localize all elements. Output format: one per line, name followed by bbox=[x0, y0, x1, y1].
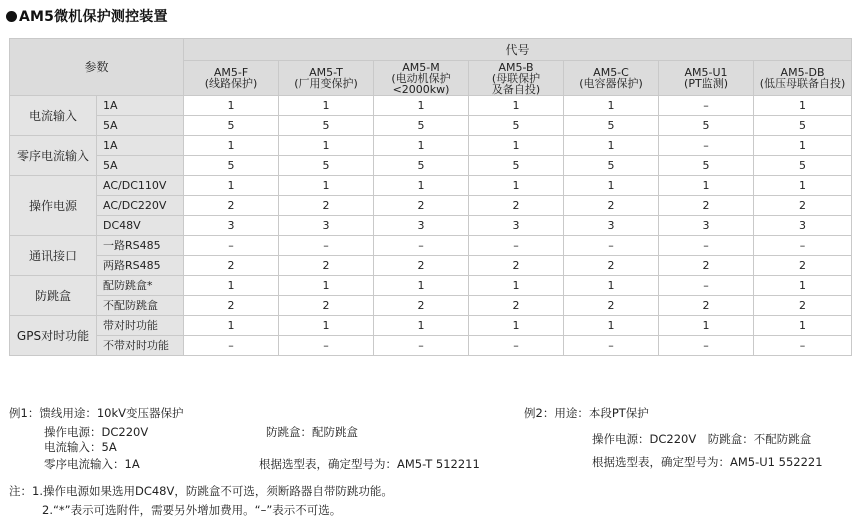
value-cell: 1 bbox=[374, 176, 469, 196]
value-cell: 2 bbox=[184, 256, 279, 276]
value-cell: 1 bbox=[184, 176, 279, 196]
option-label: 5A bbox=[97, 156, 184, 176]
value-cell: 3 bbox=[184, 216, 279, 236]
value-cell: – bbox=[279, 236, 374, 256]
value-cell: 2 bbox=[469, 256, 564, 276]
value-cell: 1 bbox=[469, 276, 564, 296]
table-row bbox=[10, 276, 852, 296]
value-cell: 5 bbox=[754, 156, 852, 176]
value-cell: 5 bbox=[279, 116, 374, 136]
example1-line2: 操作电源：DC220V bbox=[44, 425, 149, 439]
value-cell: 1 bbox=[659, 316, 754, 336]
value-cell: 2 bbox=[564, 196, 659, 216]
value-cell: – bbox=[184, 236, 279, 256]
value-cell: 1 bbox=[184, 96, 279, 116]
note-1: 注：1.操作电源如果选用DC48V，防跳盒不可选，须断路器自带防跳功能。 bbox=[9, 484, 393, 498]
value-cell: 2 bbox=[279, 196, 374, 216]
value-cell: 1 bbox=[469, 96, 564, 116]
value-cell: 1 bbox=[564, 316, 659, 336]
option-label: 5A bbox=[97, 116, 184, 136]
option-label: 带对时功能 bbox=[97, 316, 184, 336]
model-desc: (电动机保护 <2000kw) bbox=[391, 71, 451, 96]
value-cell: 3 bbox=[374, 216, 469, 236]
value-cell: 2 bbox=[374, 296, 469, 316]
model-header bbox=[184, 61, 279, 96]
value-cell: 2 bbox=[659, 256, 754, 276]
page-title bbox=[6, 6, 168, 26]
group-label: 零序电流输入 bbox=[10, 136, 97, 176]
example1-antitrip: 防跳盒：配防跳盒 bbox=[266, 425, 358, 439]
table-row bbox=[10, 296, 852, 316]
value-cell: 1 bbox=[374, 96, 469, 116]
table-row bbox=[10, 176, 852, 196]
value-cell: – bbox=[659, 236, 754, 256]
model-header bbox=[659, 61, 754, 96]
value-cell: 1 bbox=[754, 316, 852, 336]
value-cell: 1 bbox=[659, 176, 754, 196]
note-2: 2.“*”表示可选附件，需要另外增加费用。“–”表示不可选。 bbox=[42, 503, 342, 517]
example1-line1: 例1：馈线用途：10kV变压器保护 bbox=[9, 406, 184, 420]
value-cell: 1 bbox=[374, 316, 469, 336]
model-desc: (PT监测) bbox=[684, 77, 728, 90]
value-cell: – bbox=[659, 96, 754, 116]
bullet-icon bbox=[6, 11, 17, 22]
value-cell: 1 bbox=[754, 96, 852, 116]
value-cell: 5 bbox=[469, 156, 564, 176]
value-cell: 1 bbox=[564, 136, 659, 156]
option-label: 一路RS485 bbox=[97, 236, 184, 256]
value-cell: 3 bbox=[469, 216, 564, 236]
value-cell: 2 bbox=[374, 256, 469, 276]
example1-result: 根据选型表，确定型号为：AM5-T 512211 bbox=[259, 457, 480, 471]
value-cell: 5 bbox=[754, 116, 852, 136]
value-cell: 1 bbox=[374, 276, 469, 296]
model-code: AM5-C bbox=[593, 66, 629, 79]
value-cell: 1 bbox=[374, 136, 469, 156]
model-desc: (线路保护) bbox=[204, 77, 258, 90]
group-label: 电流输入 bbox=[10, 96, 97, 136]
model-code: AM5-U1 bbox=[684, 66, 728, 79]
value-cell: – bbox=[659, 136, 754, 156]
value-cell: – bbox=[754, 236, 852, 256]
option-label: 不配防跳盒 bbox=[97, 296, 184, 316]
value-cell: 1 bbox=[564, 276, 659, 296]
param-header: 参数 bbox=[10, 39, 184, 96]
value-cell: 1 bbox=[754, 276, 852, 296]
value-cell: 3 bbox=[279, 216, 374, 236]
value-cell: 1 bbox=[754, 136, 852, 156]
model-desc: (母联保护 及备自投) bbox=[491, 71, 541, 96]
option-label: AC/DC110V bbox=[97, 176, 184, 196]
value-cell: 5 bbox=[374, 116, 469, 136]
value-cell: 5 bbox=[184, 156, 279, 176]
option-label: 不带对时功能 bbox=[97, 336, 184, 356]
group-label: 防跳盒 bbox=[10, 276, 97, 316]
model-code: AM5-F bbox=[213, 66, 249, 79]
value-cell: – bbox=[564, 236, 659, 256]
model-desc: (电容器保护) bbox=[579, 77, 643, 90]
value-cell: 1 bbox=[279, 276, 374, 296]
value-cell: – bbox=[469, 336, 564, 356]
example1-line3: 电流输入：5A bbox=[44, 440, 117, 454]
value-cell: – bbox=[564, 336, 659, 356]
option-label: 两路RS485 bbox=[97, 256, 184, 276]
value-cell: 2 bbox=[184, 296, 279, 316]
value-cell: 1 bbox=[279, 136, 374, 156]
model-code: AM5-B bbox=[498, 60, 534, 74]
value-cell: 5 bbox=[659, 116, 754, 136]
value-cell: 2 bbox=[564, 256, 659, 276]
option-label: DC48V bbox=[97, 216, 184, 236]
table-row bbox=[10, 336, 852, 356]
model-code: AM5-M bbox=[402, 60, 440, 74]
value-cell: – bbox=[754, 336, 852, 356]
value-cell: 2 bbox=[279, 256, 374, 276]
value-cell: 2 bbox=[279, 296, 374, 316]
value-cell: 1 bbox=[279, 316, 374, 336]
table-row bbox=[10, 256, 852, 276]
value-cell: 3 bbox=[754, 216, 852, 236]
option-label: 1A bbox=[97, 136, 184, 156]
value-cell: 2 bbox=[469, 296, 564, 316]
value-cell: 2 bbox=[184, 196, 279, 216]
group-label: 操作电源 bbox=[10, 176, 97, 236]
table-row bbox=[10, 116, 852, 136]
value-cell: 1 bbox=[279, 96, 374, 116]
example2-line1: 例2：用途：本段PT保护 bbox=[524, 406, 649, 420]
model-header bbox=[754, 61, 852, 96]
value-cell: 1 bbox=[184, 136, 279, 156]
model-code: AM5-T bbox=[309, 66, 343, 79]
value-cell: 5 bbox=[184, 116, 279, 136]
table-row bbox=[10, 136, 852, 156]
value-cell: 1 bbox=[469, 176, 564, 196]
option-label: 1A bbox=[97, 96, 184, 116]
value-cell: 2 bbox=[469, 196, 564, 216]
value-cell: 1 bbox=[184, 276, 279, 296]
value-cell: 2 bbox=[659, 296, 754, 316]
example2-result: 根据选型表，确定型号为：AM5-U1 552221 bbox=[592, 455, 823, 469]
value-cell: 2 bbox=[754, 296, 852, 316]
value-cell: – bbox=[374, 336, 469, 356]
value-cell: 3 bbox=[564, 216, 659, 236]
table-row bbox=[10, 316, 852, 336]
model-code: AM5-DB bbox=[780, 66, 825, 79]
value-cell: 2 bbox=[659, 196, 754, 216]
value-cell: 5 bbox=[374, 156, 469, 176]
table-row bbox=[10, 196, 852, 216]
model-header bbox=[279, 61, 374, 96]
value-cell: 1 bbox=[184, 316, 279, 336]
value-cell: – bbox=[659, 336, 754, 356]
value-cell: 2 bbox=[754, 196, 852, 216]
selection-table bbox=[9, 38, 852, 356]
value-cell: 1 bbox=[469, 316, 564, 336]
table-row bbox=[10, 216, 852, 236]
value-cell: 1 bbox=[564, 96, 659, 116]
model-header bbox=[374, 61, 469, 96]
group-label: 通讯接口 bbox=[10, 236, 97, 276]
example2-line2: 操作电源：DC220V 防跳盒：不配防跳盒 bbox=[592, 432, 812, 446]
option-label: 配防跳盒* bbox=[97, 276, 184, 296]
value-cell: 5 bbox=[564, 116, 659, 136]
header-row bbox=[10, 39, 852, 61]
value-cell: 1 bbox=[469, 136, 564, 156]
value-cell: 1 bbox=[754, 176, 852, 196]
value-cell: – bbox=[374, 236, 469, 256]
value-cell: – bbox=[659, 276, 754, 296]
value-cell: – bbox=[184, 336, 279, 356]
value-cell: 5 bbox=[659, 156, 754, 176]
option-label: AC/DC220V bbox=[97, 196, 184, 216]
model-header bbox=[564, 61, 659, 96]
model-desc: (厂用变保护) bbox=[294, 77, 358, 90]
model-header bbox=[469, 61, 564, 96]
group-label: GPS对时功能 bbox=[10, 316, 97, 356]
table-row bbox=[10, 236, 852, 256]
code-header: 代号 bbox=[184, 39, 852, 61]
value-cell: 2 bbox=[564, 296, 659, 316]
table-row bbox=[10, 156, 852, 176]
value-cell: 5 bbox=[564, 156, 659, 176]
value-cell: 5 bbox=[469, 116, 564, 136]
value-cell: 2 bbox=[754, 256, 852, 276]
value-cell: 2 bbox=[374, 196, 469, 216]
value-cell: – bbox=[279, 336, 374, 356]
value-cell: 1 bbox=[279, 176, 374, 196]
example1-line4: 零序电流输入：1A bbox=[44, 457, 140, 471]
model-desc: (低压母联备自投) bbox=[759, 77, 846, 90]
value-cell: 5 bbox=[279, 156, 374, 176]
title-text: AM5微机保护测控装置 bbox=[19, 9, 168, 25]
value-cell: 3 bbox=[659, 216, 754, 236]
table-row bbox=[10, 96, 852, 116]
value-cell: – bbox=[469, 236, 564, 256]
value-cell: 1 bbox=[564, 176, 659, 196]
